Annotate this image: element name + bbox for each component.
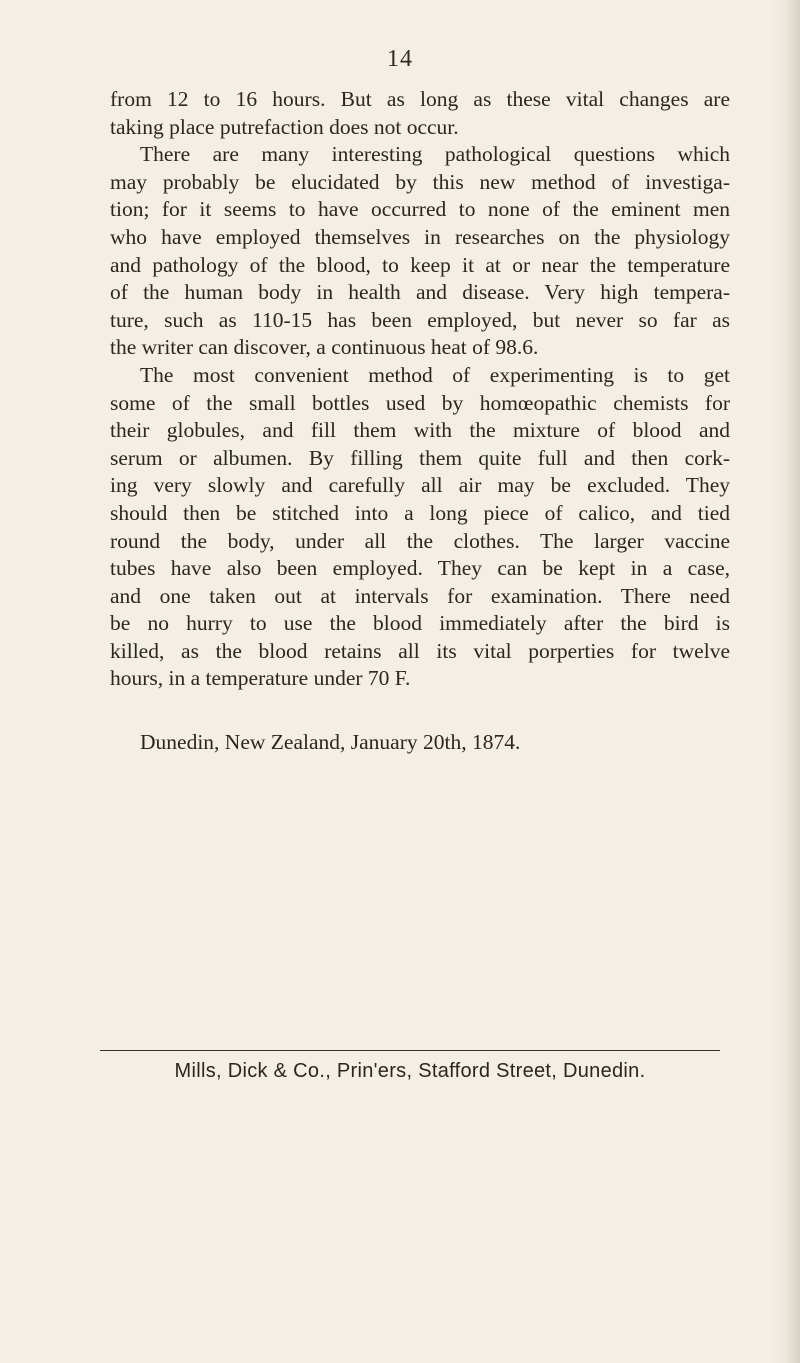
text-line: some of the small bottles used by homœopathic chemists for <box>110 390 730 415</box>
paragraph-start-line: The most convenient method of experimenting is to get <box>140 362 730 387</box>
text-line: ture, such as 110-15 has been employed, but never so far as <box>110 307 730 332</box>
paragraph-start-line: There are many interesting pathological questions which <box>140 142 730 167</box>
text-line: tion; for it seems to have occurred to none of the eminent men <box>110 197 730 222</box>
dateline: Dunedin, New Zealand, January 20th, 1874. <box>140 730 521 754</box>
text-line: their globules, and fill them with the mixture of blood and <box>110 418 730 443</box>
text-line: hours, in a temperature under 70 F. <box>110 666 411 691</box>
text-line: killed, as the blood retains all its vital porperties for twelve <box>110 638 730 663</box>
text-line: round the body, under all the clothes. The larger vaccine <box>110 528 730 553</box>
page-number: 14 <box>387 46 413 72</box>
text-line: may probably be elucidated by this new method of investiga- <box>110 169 730 194</box>
body-text <box>110 86 730 693</box>
footer-rule <box>100 1050 720 1051</box>
text-line: taking place putrefaction does not occur. <box>110 114 459 139</box>
printer-imprint: Mills, Dick & Co., Prin'ers, Stafford Street, Dunedin. <box>174 1060 646 1082</box>
text-line: the writer can discover, a continuous heat of 98.6. <box>110 335 539 360</box>
text-line: who have employed themselves in researches on the physiology <box>110 224 730 249</box>
page-edge-shadow <box>786 0 800 1363</box>
text-line: serum or albumen. By filling them quite full and then cork- <box>110 445 730 470</box>
text-line: and pathology of the blood, to keep it at or near the temperature <box>110 252 730 277</box>
text-line: and one taken out at intervals for examination. There need <box>110 583 730 608</box>
text-line: be no hurry to use the blood immediately after the bird is <box>110 611 730 636</box>
text-line: of the human body in health and disease. Very high tempera- <box>110 280 730 305</box>
text-line: ing very slowly and carefully all air may be excluded. They <box>110 473 730 498</box>
text-line: should then be stitched into a long piece of calico, and tied <box>110 500 730 525</box>
text-line: tubes have also been employed. They can be kept in a case, <box>110 556 730 581</box>
text-line: from 12 to 16 hours. But as long as these vital changes are <box>110 87 730 111</box>
